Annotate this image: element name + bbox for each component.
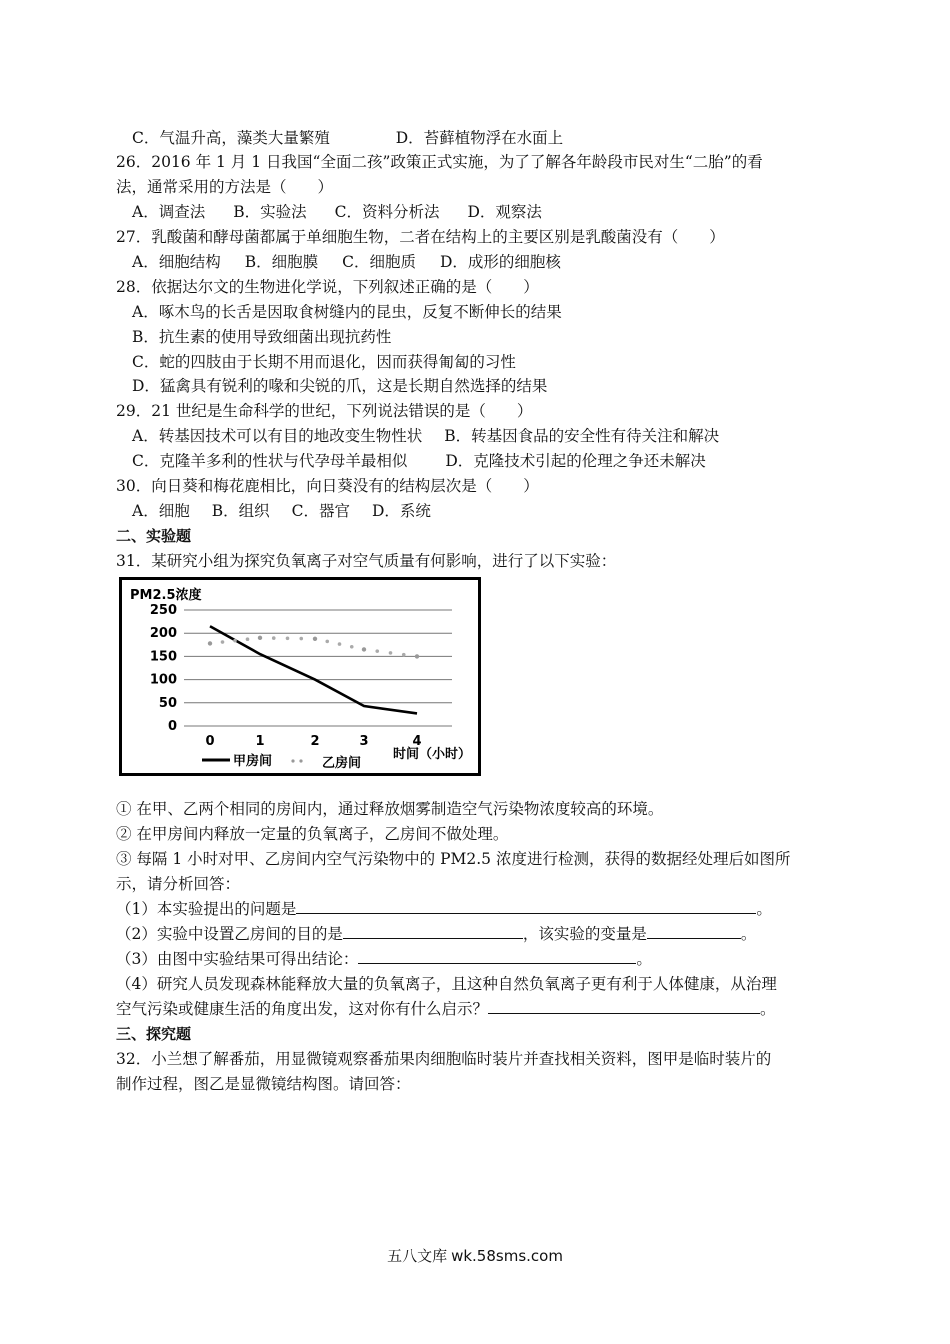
q29-option-d: D．克隆技术引起的伦理之争还未解决 [445, 452, 706, 470]
q31-step1: ① 在甲、乙两个相同的房间内，通过释放烟雾制造空气污染物浓度较高的环境。 [116, 800, 664, 818]
q31-part1-period: 。 [756, 900, 772, 918]
series-dot-乙房间-0-1 [221, 640, 225, 644]
q31-part4-period: 。 [760, 1000, 776, 1018]
pm25-chart-frame [119, 577, 481, 776]
q31-step3-line1: ③ 每隔 1 小时对甲、乙房间内空气污染物中的 PM2.5 浓度进行检测，获得的数据经处理后如图所 [116, 850, 791, 868]
chart-legend [202, 753, 361, 771]
q31-part3-text: （3）由图中实验结果可得出结论： [116, 950, 359, 968]
q27-option-a: A．细胞结构 [132, 253, 221, 271]
q26-stem-line2: 法，通常采用的方法是（ ） [116, 178, 334, 196]
series-dot-乙房间-2-1 [325, 640, 329, 644]
q31-part2-purpose-blank[interactable] [343, 922, 523, 939]
series-dot-乙房间-2-2 [338, 642, 342, 646]
q26-stem-line1: 26．2016 年 1 月 1 日我国“全面二孩”政策正式实施，为了了解各年龄段市民对生“二胎”的看 [116, 153, 763, 171]
q30-options [132, 499, 431, 523]
y-tick-label-50: 50 [158, 695, 177, 711]
series-point-乙房间-2 [313, 637, 317, 641]
q26-option-a: A．调查法 [132, 203, 206, 221]
q31-part2-period: 。 [740, 925, 757, 943]
q31-part4-line2 [116, 997, 776, 1021]
q31-step3-line2: 示，请分析回答： [116, 875, 241, 893]
q29-option-a: A．转基因技术可以有目的地改变生物性状 [132, 427, 423, 445]
q30-option-d: D．系统 [371, 502, 431, 520]
q25-options [132, 126, 563, 150]
footer-site-url[interactable]: wk.58sms.com [451, 1247, 563, 1265]
x-tick-label-0: 0 [205, 734, 215, 749]
q26-option-c: C．资料分析法 [334, 203, 440, 221]
x-tick-label-2: 2 [310, 734, 320, 749]
q27-stem: 27．乳酸菌和酵母菌都属于单细胞生物，二者在结构上的主要区别是乳酸菌没有（ ） [116, 228, 725, 246]
page-footer [0, 1245, 950, 1266]
chart-series [208, 626, 419, 713]
chart-x-axis-label: 时间（小时） [393, 747, 472, 762]
series-dot-乙房间-3-1 [375, 649, 379, 653]
q31-part2-text-b: ，该实验的变量是 [522, 925, 647, 943]
q26-options [132, 200, 542, 224]
q25-option-c: C．气温升高，藻类大量繁殖 [132, 129, 330, 147]
pm25-line-chart [122, 580, 478, 773]
q28-option-d: D．猛禽具有锐利的喙和尖锐的爪，这是长期自然选择的结果 [132, 377, 548, 395]
y-tick-label-0: 0 [167, 719, 177, 734]
y-tick-label-100: 100 [149, 672, 177, 688]
q28-stem: 28．依据达尔文的生物进化学说，下列叙述正确的是（ ） [116, 278, 539, 296]
q26-option-b: B．实验法 [233, 203, 307, 221]
x-tick-label-4: 4 [412, 734, 422, 749]
q30-option-a: A．细胞 [132, 502, 190, 520]
q28-option-a: A．啄木鸟的长舌是因取食树缝内的昆虫，反复不断伸长的结果 [132, 303, 562, 321]
q31-part2-text-a: （2）实验中设置乙房间的目的是 [116, 925, 343, 943]
series-dot-乙房间-0-2 [233, 639, 237, 643]
legend-dot-2 [299, 759, 302, 762]
chart-y-ticks [150, 603, 177, 734]
q30-option-b: B．组织 [211, 502, 270, 520]
series-dot-乙房间-1-3 [299, 637, 303, 641]
chart-x-ticks [205, 734, 421, 749]
q29-option-c: C．克隆羊多利的性状与代孕母羊最相似 [132, 452, 408, 470]
series-dot-乙房间-1-2 [286, 637, 290, 641]
y-tick-label-250: 250 [149, 603, 177, 618]
legend-dot-1 [291, 759, 294, 762]
chart-title: PM2.5浓度 [130, 588, 202, 603]
q31-part3 [116, 947, 652, 971]
q31-part2-variable-blank[interactable] [647, 922, 741, 939]
q31-part1-text: （1）本实验提出的问题是 [116, 900, 297, 918]
legend-label-yi: 乙房间 [322, 756, 362, 771]
q30-option-c: C．器官 [291, 502, 350, 520]
q32-stem-line2: 制作过程，图乙是显微镜结构图。请回答： [116, 1075, 411, 1093]
series-dot-乙房间-3-2 [389, 651, 393, 655]
series-point-乙房间-4 [415, 654, 419, 658]
series-dot-乙房间-2-3 [350, 645, 354, 649]
series-dot-乙房间-3-3 [402, 653, 406, 657]
q31-part3-conclusion-blank[interactable] [358, 947, 636, 964]
series-point-乙房间-3 [362, 647, 366, 651]
q25-option-d: D．苔藓植物浮在水面上 [395, 129, 564, 147]
q31-part1-answer-blank[interactable] [296, 897, 756, 914]
q31-step2: ② 在甲房间内释放一定量的负氧离子，乙房间不做处理。 [116, 825, 509, 843]
legend-label-jia: 甲房间 [233, 754, 273, 769]
q27-options [132, 250, 561, 274]
q31-part4-line1: （4）研究人员发现森林能释放大量的负氧离子，且这种自然负氧离子更有利于人体健康，从治理 [116, 975, 777, 993]
q26-option-d: D．观察法 [467, 203, 542, 221]
q27-option-d: D．成形的细胞核 [439, 253, 561, 271]
y-tick-label-150: 150 [149, 649, 177, 665]
footer-site-name: 五八文库 [387, 1247, 448, 1265]
x-tick-label-1: 1 [255, 734, 265, 749]
x-tick-label-3: 3 [359, 734, 369, 749]
q28-option-b: B．抗生素的使用导致细菌出现抗药性 [132, 328, 392, 346]
series-dot-乙房间-0-3 [246, 637, 250, 641]
series-dot-乙房间-1-1 [272, 636, 276, 640]
q31-part4-answer-blank[interactable] [488, 997, 760, 1014]
q27-option-b: B．细胞膜 [244, 253, 319, 271]
y-tick-label-200: 200 [149, 626, 177, 642]
q31-part2 [116, 922, 756, 946]
q29-stem: 29．21 世纪是生命科学的世纪，下列说法错误的是（ ） [116, 402, 533, 420]
series-point-乙房间-1 [258, 636, 262, 640]
q29-option-b: B．转基因食品的安全性有待关注和解决 [444, 427, 720, 445]
q32-stem-line1: 32．小兰想了解番茄，用显微镜观察番茄果肉细胞临时装片并查找相关资料，图甲是临时装片的 [116, 1050, 772, 1068]
q31-part4-text: 空气污染或健康生活的角度出发，这对你有什么启示？ [116, 1000, 489, 1018]
section-3-heading: 三、探究题 [116, 1025, 192, 1043]
series-point-乙房间-0 [208, 641, 212, 645]
q30-stem: 30．向日葵和梅花鹿相比，向日葵没有的结构层次是（ ） [116, 477, 539, 495]
q31-part3-period: 。 [636, 950, 652, 968]
q29-options-row1 [132, 424, 719, 448]
chart-grid [184, 610, 452, 726]
q31-part1 [116, 897, 772, 921]
section-2-heading: 二、实验题 [116, 527, 192, 545]
q28-option-c: C．蛇的四肢由于长期不用而退化，因而获得匍匐的习性 [132, 353, 516, 371]
q31-stem: 31．某研究小组为探究负氧离子对空气质量有何影响，进行了以下实验： [116, 552, 617, 570]
q29-options-row2 [132, 449, 706, 473]
q27-option-c: C．细胞质 [342, 253, 416, 271]
